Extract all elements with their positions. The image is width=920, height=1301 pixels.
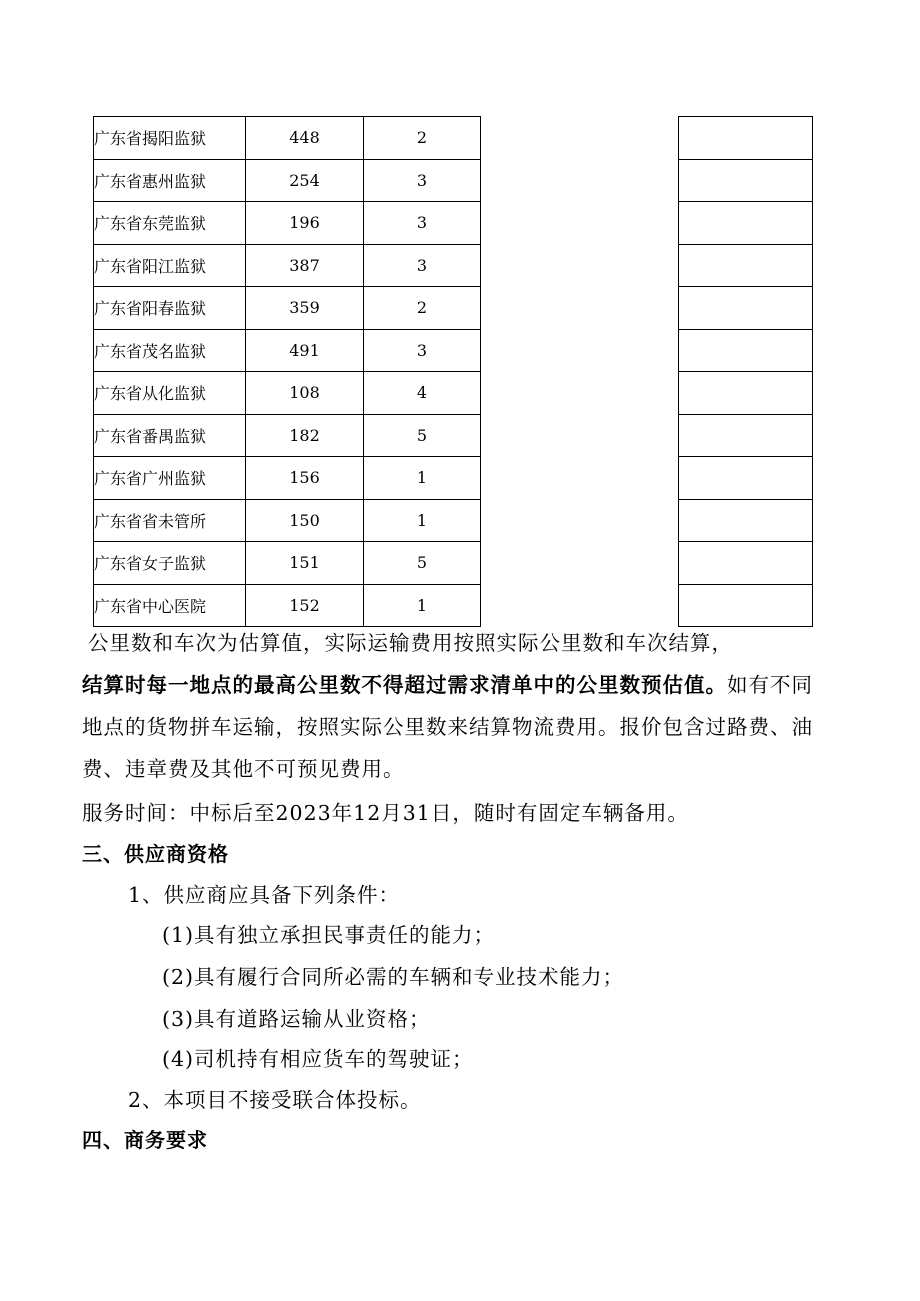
service-time: 服务时间：中标后至2023年12月31日，随时有固定车辆备用。 [82,801,689,825]
cell-kilometers: 491 [246,329,364,372]
cell-trips: 2 [364,117,481,160]
cell-blank [679,329,813,372]
cell-kilometers: 152 [246,584,364,627]
cell-gap [481,542,679,585]
note-paragraph [82,664,827,790]
cell-gap [481,457,679,500]
cell-gap [481,159,679,202]
cell-kilometers: 254 [246,159,364,202]
cell-location: 广东省广州监狱 [94,457,246,500]
cell-gap [481,287,679,330]
cell-blank [679,542,813,585]
cell-location: 广东省番禺监狱 [94,414,246,457]
section-3-sub-4: (4)司机持有相应货车的驾驶证； [162,1047,474,1071]
cell-gap [481,244,679,287]
section-3-sub-2: (2)具有履行合同所必需的车辆和专业技术能力； [162,965,625,989]
table-row [94,542,813,585]
cell-gap [481,414,679,457]
table-row [94,287,813,330]
cell-trips: 5 [364,542,481,585]
cell-gap [481,499,679,542]
cell-trips: 1 [364,584,481,627]
cell-gap [481,372,679,415]
table-row [94,372,813,415]
cell-location: 广东省中心医院 [94,584,246,627]
table-row [94,244,813,287]
section-3-item-1: 1、供应商应具备下列条件： [128,883,401,907]
cell-trips: 3 [364,159,481,202]
cell-blank [679,287,813,330]
cell-blank [679,499,813,542]
cell-blank [679,372,813,415]
note-rest-text: 如有不同地点的货物拼车运输，按照实际公里数来结算物流费用。报价包含过路费、油费、违章费及其他不可预见费用。 [82,673,813,781]
cell-blank [679,584,813,627]
table-row [94,202,813,245]
cell-gap [481,329,679,372]
cell-trips: 2 [364,287,481,330]
cell-kilometers: 359 [246,287,364,330]
cell-location: 广东省女子监狱 [94,542,246,585]
cell-kilometers: 151 [246,542,364,585]
prison-distance-table [93,116,813,627]
table-row [94,499,813,542]
cell-trips: 5 [364,414,481,457]
section-3-heading: 三、供应商资格 [82,842,229,866]
cell-kilometers: 387 [246,244,364,287]
note-line-1: 公里数和车次为估算值，实际运输费用按照实际公里数和车次结算， [88,631,733,655]
section-4-heading: 四、商务要求 [82,1128,208,1152]
table-row [94,457,813,500]
cell-blank [679,117,813,160]
table-row [94,584,813,627]
section-3-item-2: 2、本项目不接受联合体投标。 [128,1088,422,1112]
cell-location: 广东省阳江监狱 [94,244,246,287]
section-3-sub-1: (1)具有独立承担民事责任的能力； [162,923,496,947]
cell-location: 广东省省未管所 [94,499,246,542]
cell-kilometers: 150 [246,499,364,542]
table-row [94,159,813,202]
note-bold-text: 结算时每一地点的最高公里数不得超过需求清单中的公里数预估值。 [82,673,727,697]
table-row [94,117,813,160]
table-row [94,414,813,457]
cell-blank [679,457,813,500]
cell-trips: 4 [364,372,481,415]
cell-trips: 1 [364,499,481,542]
cell-kilometers: 182 [246,414,364,457]
cell-trips: 3 [364,329,481,372]
cell-blank [679,159,813,202]
cell-trips: 3 [364,202,481,245]
cell-blank [679,244,813,287]
cell-location: 广东省阳春监狱 [94,287,246,330]
cell-location: 广东省从化监狱 [94,372,246,415]
cell-location: 广东省茂名监狱 [94,329,246,372]
cell-gap [481,584,679,627]
cell-kilometers: 448 [246,117,364,160]
cell-gap [481,202,679,245]
cell-kilometers: 156 [246,457,364,500]
cell-gap [481,117,679,160]
cell-blank [679,414,813,457]
cell-location: 广东省惠州监狱 [94,159,246,202]
cell-trips: 3 [364,244,481,287]
table-row [94,329,813,372]
cell-kilometers: 108 [246,372,364,415]
cell-trips: 1 [364,457,481,500]
cell-kilometers: 196 [246,202,364,245]
section-3-sub-3: (3)具有道路运输从业资格； [162,1007,431,1031]
cell-blank [679,202,813,245]
cell-location: 广东省东莞监狱 [94,202,246,245]
cell-location: 广东省揭阳监狱 [94,117,246,160]
